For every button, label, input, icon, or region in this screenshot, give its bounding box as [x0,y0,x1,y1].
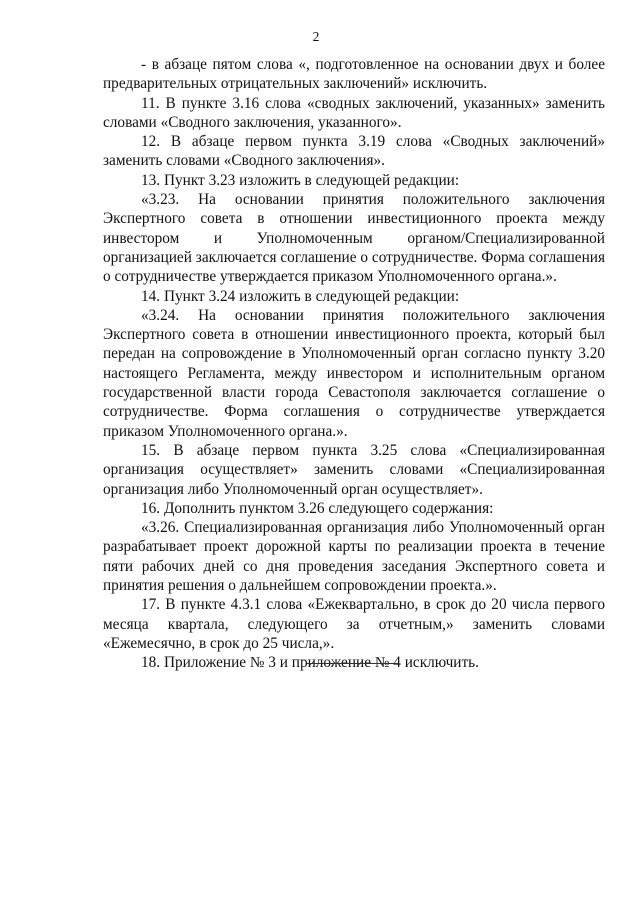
paragraph-item-11: 11. В пункте 3.16 слова «сводных заключений, указанных» заменить словами «Сводного заключения, указанного». [103,94,605,131]
paragraph-item-14: 14. Пункт 3.24 изложить в следующей редакции: [141,287,460,305]
paragraph-item-13: 13. Пункт 3.23 изложить в следующей редакции: [141,171,460,189]
paragraph-item-10-sub: - в абзаце пятом слова «, подготовленное на основании двух и более предварительных отрицательных заключений» исключить. [103,56,605,93]
paragraph-quote-3-26: «3.26. Специализированная организация либо Уполномоченный орган разрабатывает проект дорожной карты по реализации проекта в течение пяти рабочих дней со дня проведения заседания Экспертного совета и принятия решения о дальнейшем сопровождении проекта.». [103,519,605,595]
paragraph-item-17: 17. В пункте 4.3.1 слова «Ежеквартально, в срок до 20 числа первого месяца квартала, следующего за отчетным,» заменить словами «Ежемесячно, в срок до 25 числа,». [103,596,605,652]
page-number: 2 [312,29,320,44]
paragraph-item-15: 15. В абзаце первом пункта 3.25 слова «Специализированная организация осуществляет» заменить словами «Специализированная организация либо Уполномоченный орган осуществляет». [103,441,605,498]
document-body [103,55,605,673]
paragraph-quote-3-23: «3.23. На основании принятия положительного заключения Экспертного совета в отношении инвестиционного проекта между инвестором и Уполномоченным органом/Специализированной организацией заключается соглашение о сотрудничестве. Форма соглашения о сотрудничестве утверждается приказом Уполномоченного органа.». [103,191,605,286]
paragraph-item-16: 16. Дополнить пунктом 3.26 следующего содержания: [141,499,494,517]
paragraph-quote-3-24: «3.24. На основании принятия положительного заключения Экспертного совета в отношении инвестиционного проекта, который был передан на сопровождение в Уполномоченный орган согласно пункту 3.20 настоящего Регламента, между инвестором и исполнительным органом государственной власти города Севастополя заключается соглашение о сотрудничестве. Форма соглашения о сотрудничестве утверждается приказом Уполномоченного органа.». [103,306,605,440]
paragraph-item-12: 12. В абзаце первом пункта 3.19 слова «Сводных заключений» заменить словами «Сводного заключения». [103,133,605,170]
paragraph-item-18: 18. Приложение № 3 и приложение № 4 исключить. [141,654,479,672]
end-separator-line [307,663,398,664]
